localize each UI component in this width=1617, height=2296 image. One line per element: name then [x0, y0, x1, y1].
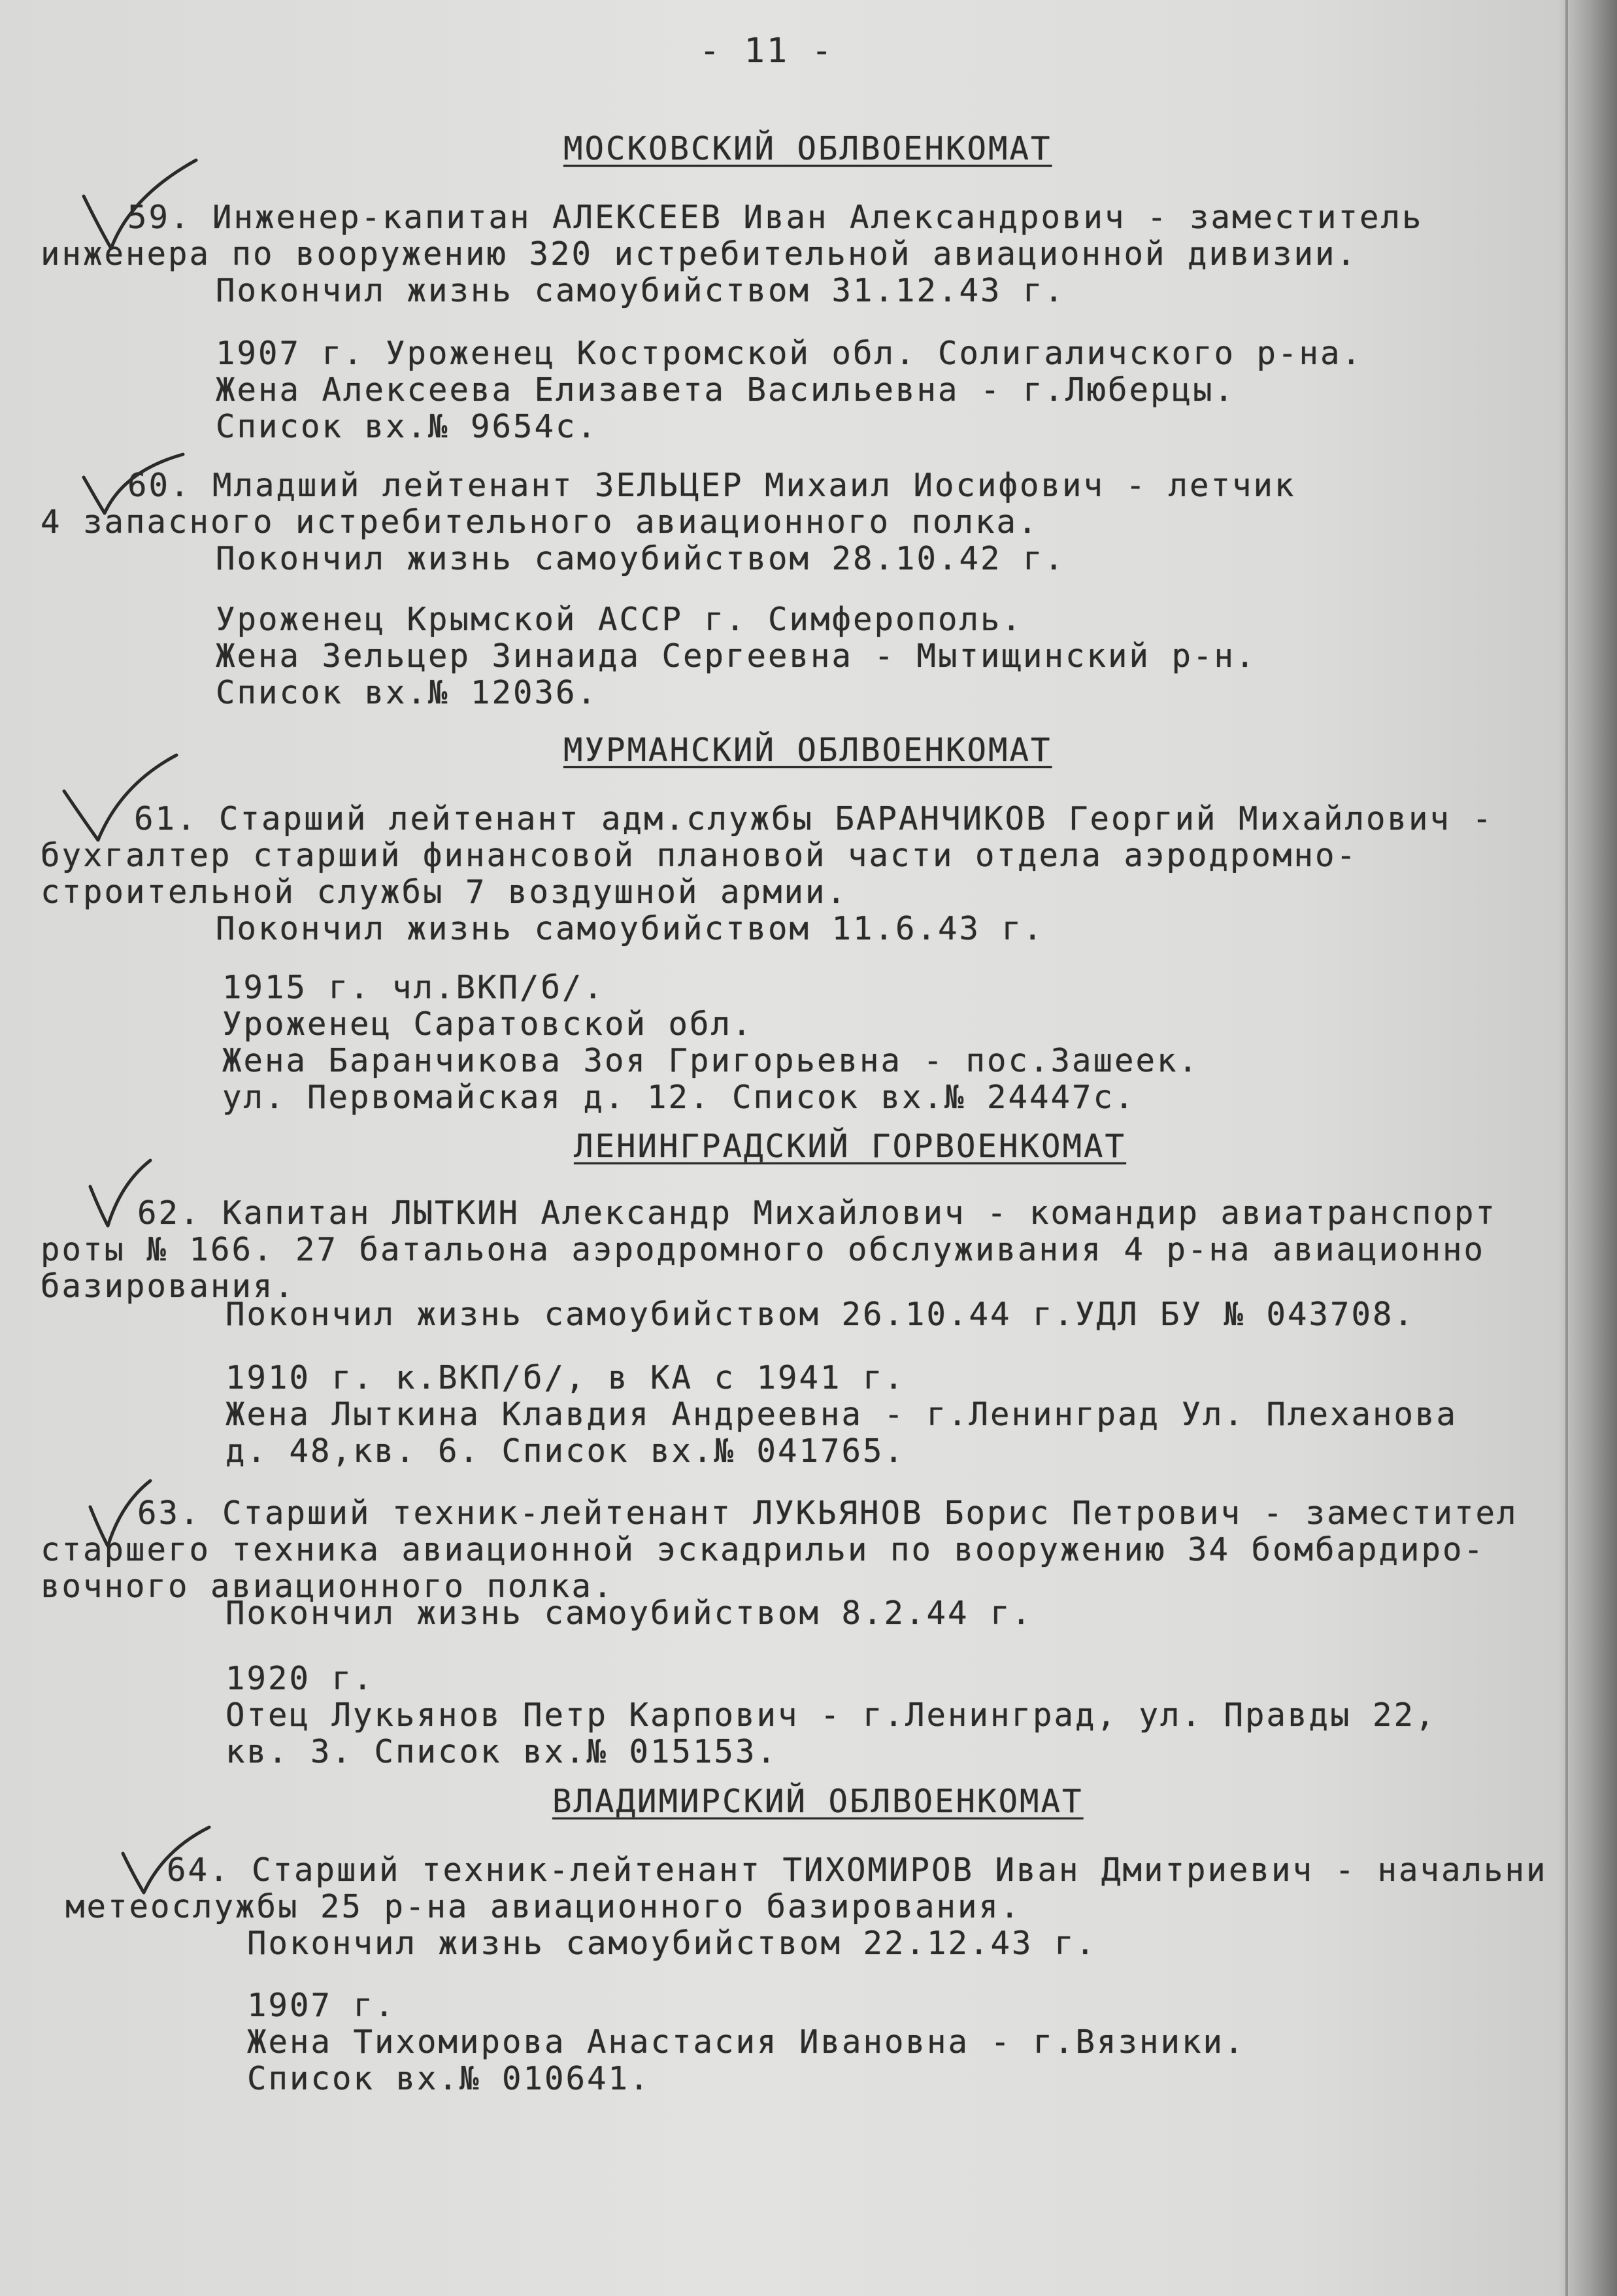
- page-edge-shadow: [1558, 0, 1617, 2296]
- entry-62-line-1: 62. Капитан ЛЫТКИН Александр Михайлович - командир авиатранспорт: [137, 1194, 1497, 1232]
- entry-63-line-3: вочного авиационного полка.: [41, 1568, 614, 1605]
- entry-60-detail-2: Жена Зельцер Зинаида Сергеевна - Мытищинский р-н.: [216, 637, 1257, 675]
- entry-62-detail-3: д. 48,кв. 6. Список вх.№ 041765.: [225, 1432, 906, 1470]
- entry-63-detail-1: 1920 г.: [225, 1660, 375, 1697]
- entry-64-detail-3: Список вх.№ 010641.: [247, 2060, 651, 2097]
- entry-61-detail-2: Уроженец Саратовской обл.: [222, 1005, 754, 1043]
- entry-61-line-3: строительной службы 7 воздушной армии.: [41, 873, 848, 911]
- entry-61-line-2: бухгалтер старший финансовой плановой части отдела аэродромно-: [41, 837, 1358, 874]
- section-heading-vladimir: ВЛАДИМИРСКИЙ ОБЛВОЕНКОМАТ: [552, 1783, 1084, 1820]
- entry-61-detail-1: 1915 г. чл.ВКП/б/.: [222, 969, 605, 1006]
- entry-62-line-4: Покончил жизнь самоубийством 26.10.44 г.УДЛ БУ № 043708.: [225, 1296, 1416, 1333]
- section-heading-leningrad: ЛЕНИНГРАДСКИЙ ГОРВОЕНКОМАТ: [574, 1128, 1127, 1165]
- entry-64-detail-2: Жена Тихомирова Анастасия Ивановна - г.Вязники.: [247, 2023, 1246, 2061]
- section-heading-murmansk: МУРМАНСКИЙ ОБЛВОЕНКОМАТ: [563, 732, 1052, 769]
- entry-60-line-1: 60. Младший лейтенант ЗЕЛЬЦЕР Михаил Иосифович - летчик: [127, 467, 1296, 504]
- section-heading-moscow: МОСКОВСКИЙ ОБЛВОЕНКОМАТ: [563, 130, 1052, 167]
- entry-64-line-2: метеослужбы 25 р-на авиационного базирования.: [65, 1888, 1022, 1925]
- entry-61-line-1: 61. Старший лейтенант адм.службы БАРАНЧИКОВ Георгий Михайлович -: [134, 800, 1494, 837]
- page-number: - 11 -: [699, 31, 834, 71]
- entry-62-line-2: роты № 166. 27 батальона аэродромного обслуживания 4 р-на авиационно: [41, 1231, 1486, 1268]
- entry-63-line-1: 63. Старший техник-лейтенант ЛУКЬЯНОВ Борис Петрович - заместител: [137, 1494, 1518, 1532]
- entry-59-detail-2: Жена Алексеева Елизавета Васильевна - г.Люберцы.: [216, 371, 1236, 409]
- entry-61-detail-4: ул. Первомайская д. 12. Список вх.№ 24447с.: [222, 1079, 1136, 1116]
- entry-60-line-2: 4 запасного истребительного авиационного полка.: [41, 503, 1039, 541]
- entry-60-line-3: Покончил жизнь самоубийством 28.10.42 г.: [216, 540, 1066, 577]
- entry-59-line-2: инженера по вооружению 320 истребительной авиационной дивизии.: [41, 235, 1358, 273]
- entry-61-line-4: Покончил жизнь самоубийством 11.6.43 г.: [216, 910, 1044, 947]
- entry-62-detail-1: 1910 г. к.ВКП/б/, в КА с 1941 г.: [225, 1359, 906, 1396]
- entry-64-line-1: 64. Старший техник-лейтенант ТИХОМИРОВ Иван Дмитриевич - начальни: [167, 1851, 1548, 1889]
- entry-64-detail-1: 1907 г.: [247, 1987, 396, 2024]
- entry-63-line-4: Покончил жизнь самоубийством 8.2.44 г.: [225, 1595, 1033, 1632]
- entry-63-detail-3: кв. 3. Список вх.№ 015153.: [225, 1733, 778, 1770]
- entry-59-line-3: Покончил жизнь самоубийством 31.12.43 г.: [216, 272, 1066, 309]
- entry-59-detail-3: Список вх.№ 9654с.: [216, 408, 599, 445]
- entry-60-detail-1: Уроженец Крымской АССР г. Симферополь.: [216, 601, 1024, 638]
- entry-64-line-3: Покончил жизнь самоубийством 22.12.43 г.: [247, 1925, 1097, 1962]
- entry-60-detail-3: Список вх.№ 12036.: [216, 674, 599, 711]
- entry-59-line-1: 59. Инженер-капитан АЛЕКСЕЕВ Иван Александрович - заместитель: [127, 199, 1424, 236]
- entry-63-line-2: старшего техника авиационной эскадрильи по вооружению 34 бомбардиро-: [41, 1531, 1486, 1568]
- entry-61-detail-3: Жена Баранчикова Зоя Григорьевна - пос.Зашеек.: [222, 1042, 1200, 1079]
- entry-63-detail-2: Отец Лукьянов Петр Карпович - г.Ленинград, ул. Правды 22,: [225, 1697, 1437, 1734]
- entry-62-detail-2: Жена Лыткина Клавдия Андреевна - г.Ленинград Ул. Плеханова: [225, 1396, 1458, 1433]
- entry-59-detail-1: 1907 г. Уроженец Костромской обл. Солигаличского р-на.: [216, 335, 1363, 372]
- entry-62-line-3: базирования.: [41, 1268, 296, 1305]
